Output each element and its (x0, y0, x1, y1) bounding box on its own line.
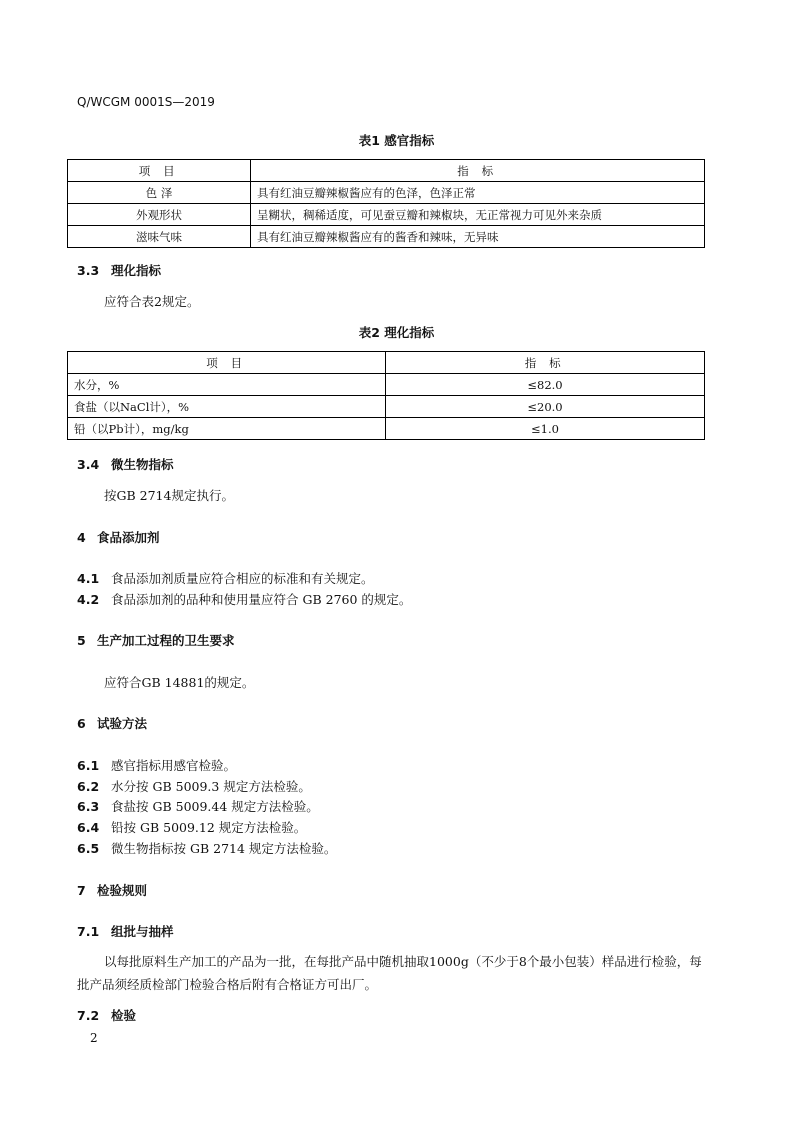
section-number: 7.2 (77, 1008, 100, 1023)
clause-number: 6.5 (77, 841, 100, 856)
section-title: 组批与抽样 (111, 924, 174, 939)
section-6-heading (77, 714, 147, 732)
table-row (68, 226, 705, 248)
section-title: 试验方法 (97, 716, 148, 731)
section-7-heading (77, 881, 147, 899)
page-number: 2 (90, 1031, 98, 1045)
section-4-heading (77, 528, 160, 546)
table-cell: 铅（以Pb计），mg/kg (68, 418, 386, 440)
section-3-3-heading (77, 261, 161, 279)
table-cell: 外观形状 (68, 204, 251, 226)
section-title: 微生物指标 (111, 457, 174, 472)
section-3-3-text: 应符合表2规定。 (104, 294, 200, 309)
section-number: 3.4 (77, 457, 100, 472)
section-3-4-heading (77, 455, 174, 473)
clause-6-4 (77, 818, 306, 836)
section-title: 食品添加剂 (97, 530, 160, 545)
table2-caption: 表2 理化指标 (358, 325, 435, 340)
section-title: 理化指标 (111, 263, 162, 278)
clause-number: 6.1 (77, 758, 100, 773)
clause-text: 食盐按 GB 5009.44 规定方法检验。 (111, 799, 319, 814)
table1-caption: 表1 感官指标 (358, 133, 435, 148)
clause-text: 微生物指标按 GB 2714 规定方法检验。 (111, 841, 337, 856)
table-header-row (68, 352, 705, 374)
clause-6-5 (77, 839, 336, 857)
section-number: 7 (77, 883, 86, 898)
clause-number: 4.2 (77, 592, 100, 607)
clause-number: 6.4 (77, 820, 100, 835)
section-number: 6 (77, 716, 86, 731)
clause-6-2 (77, 777, 311, 795)
table-cell: 滋味气味 (68, 226, 251, 248)
table-cell: ≤1.0 (386, 418, 705, 440)
section-7-2-heading (77, 1006, 136, 1024)
section-number: 5 (77, 633, 86, 648)
clause-text: 食品添加剂质量应符合相应的标准和有关规定。 (111, 571, 374, 586)
clause-number: 4.1 (77, 571, 100, 586)
table-cell: 水分，% (68, 374, 386, 396)
document-code: Q/WCGM 0001S—2019 (77, 95, 215, 109)
section-number: 7.1 (77, 924, 100, 939)
table-cell: 色 泽 (68, 182, 251, 204)
table-header-row (68, 160, 705, 182)
clause-4-1 (77, 569, 374, 587)
clause-6-1 (77, 756, 236, 774)
clause-text: 水分按 GB 5009.3 规定方法检验。 (111, 779, 311, 794)
section-5-heading (77, 631, 235, 649)
clause-6-3 (77, 797, 319, 815)
table-cell: ≤20.0 (386, 396, 705, 418)
section-title: 检验规则 (97, 883, 148, 898)
table-row (68, 418, 705, 440)
table-header-item: 项 目 (68, 160, 251, 182)
section-5-text: 应符合GB 14881的规定。 (104, 675, 255, 690)
section-title: 检验 (111, 1008, 137, 1023)
clause-number: 6.3 (77, 799, 100, 814)
section-3-4-text: 按GB 2714规定执行。 (104, 488, 234, 503)
section-number: 3.3 (77, 263, 100, 278)
table-cell: 呈糊状，稠稀适度，可见蚕豆瓣和辣椒块，无正常视力可见外来杂质 (251, 204, 705, 226)
table-cell: ≤82.0 (386, 374, 705, 396)
section-title: 生产加工过程的卫生要求 (97, 633, 235, 648)
table-cell: 具有红油豆瓣辣椒酱应有的色泽，色泽正常 (251, 182, 705, 204)
clause-text: 感官指标用感官检验。 (111, 758, 237, 773)
physicochemical-table (67, 351, 705, 440)
section-7-1-heading (77, 922, 174, 940)
table-header-item: 项 目 (68, 352, 386, 374)
section-number: 4 (77, 530, 86, 545)
table-row (68, 182, 705, 204)
clause-4-2 (77, 590, 411, 608)
table-header-indicator: 指 标 (251, 160, 705, 182)
table-row (68, 374, 705, 396)
table-row (68, 204, 705, 226)
clause-text: 铅按 GB 5009.12 规定方法检验。 (111, 820, 307, 835)
clause-number: 6.2 (77, 779, 100, 794)
clause-text: 食品添加剂的品种和使用量应符合 GB 2760 的规定。 (111, 592, 412, 607)
sensory-table (67, 159, 705, 248)
table-row (68, 396, 705, 418)
table-cell: 食盐（以NaCl计），% (68, 396, 386, 418)
table-header-indicator: 指 标 (386, 352, 705, 374)
section-7-1-text: 以每批原料生产加工的产品为一批，在每批产品中随机抽取1000g（不少于8个最小包装）样品进行检验，每批产品须经质检部门检验合格后附有合格证方可出厂。 (77, 954, 702, 992)
table-cell: 具有红油豆瓣辣椒酱应有的酱香和辣味，无异味 (251, 226, 705, 248)
